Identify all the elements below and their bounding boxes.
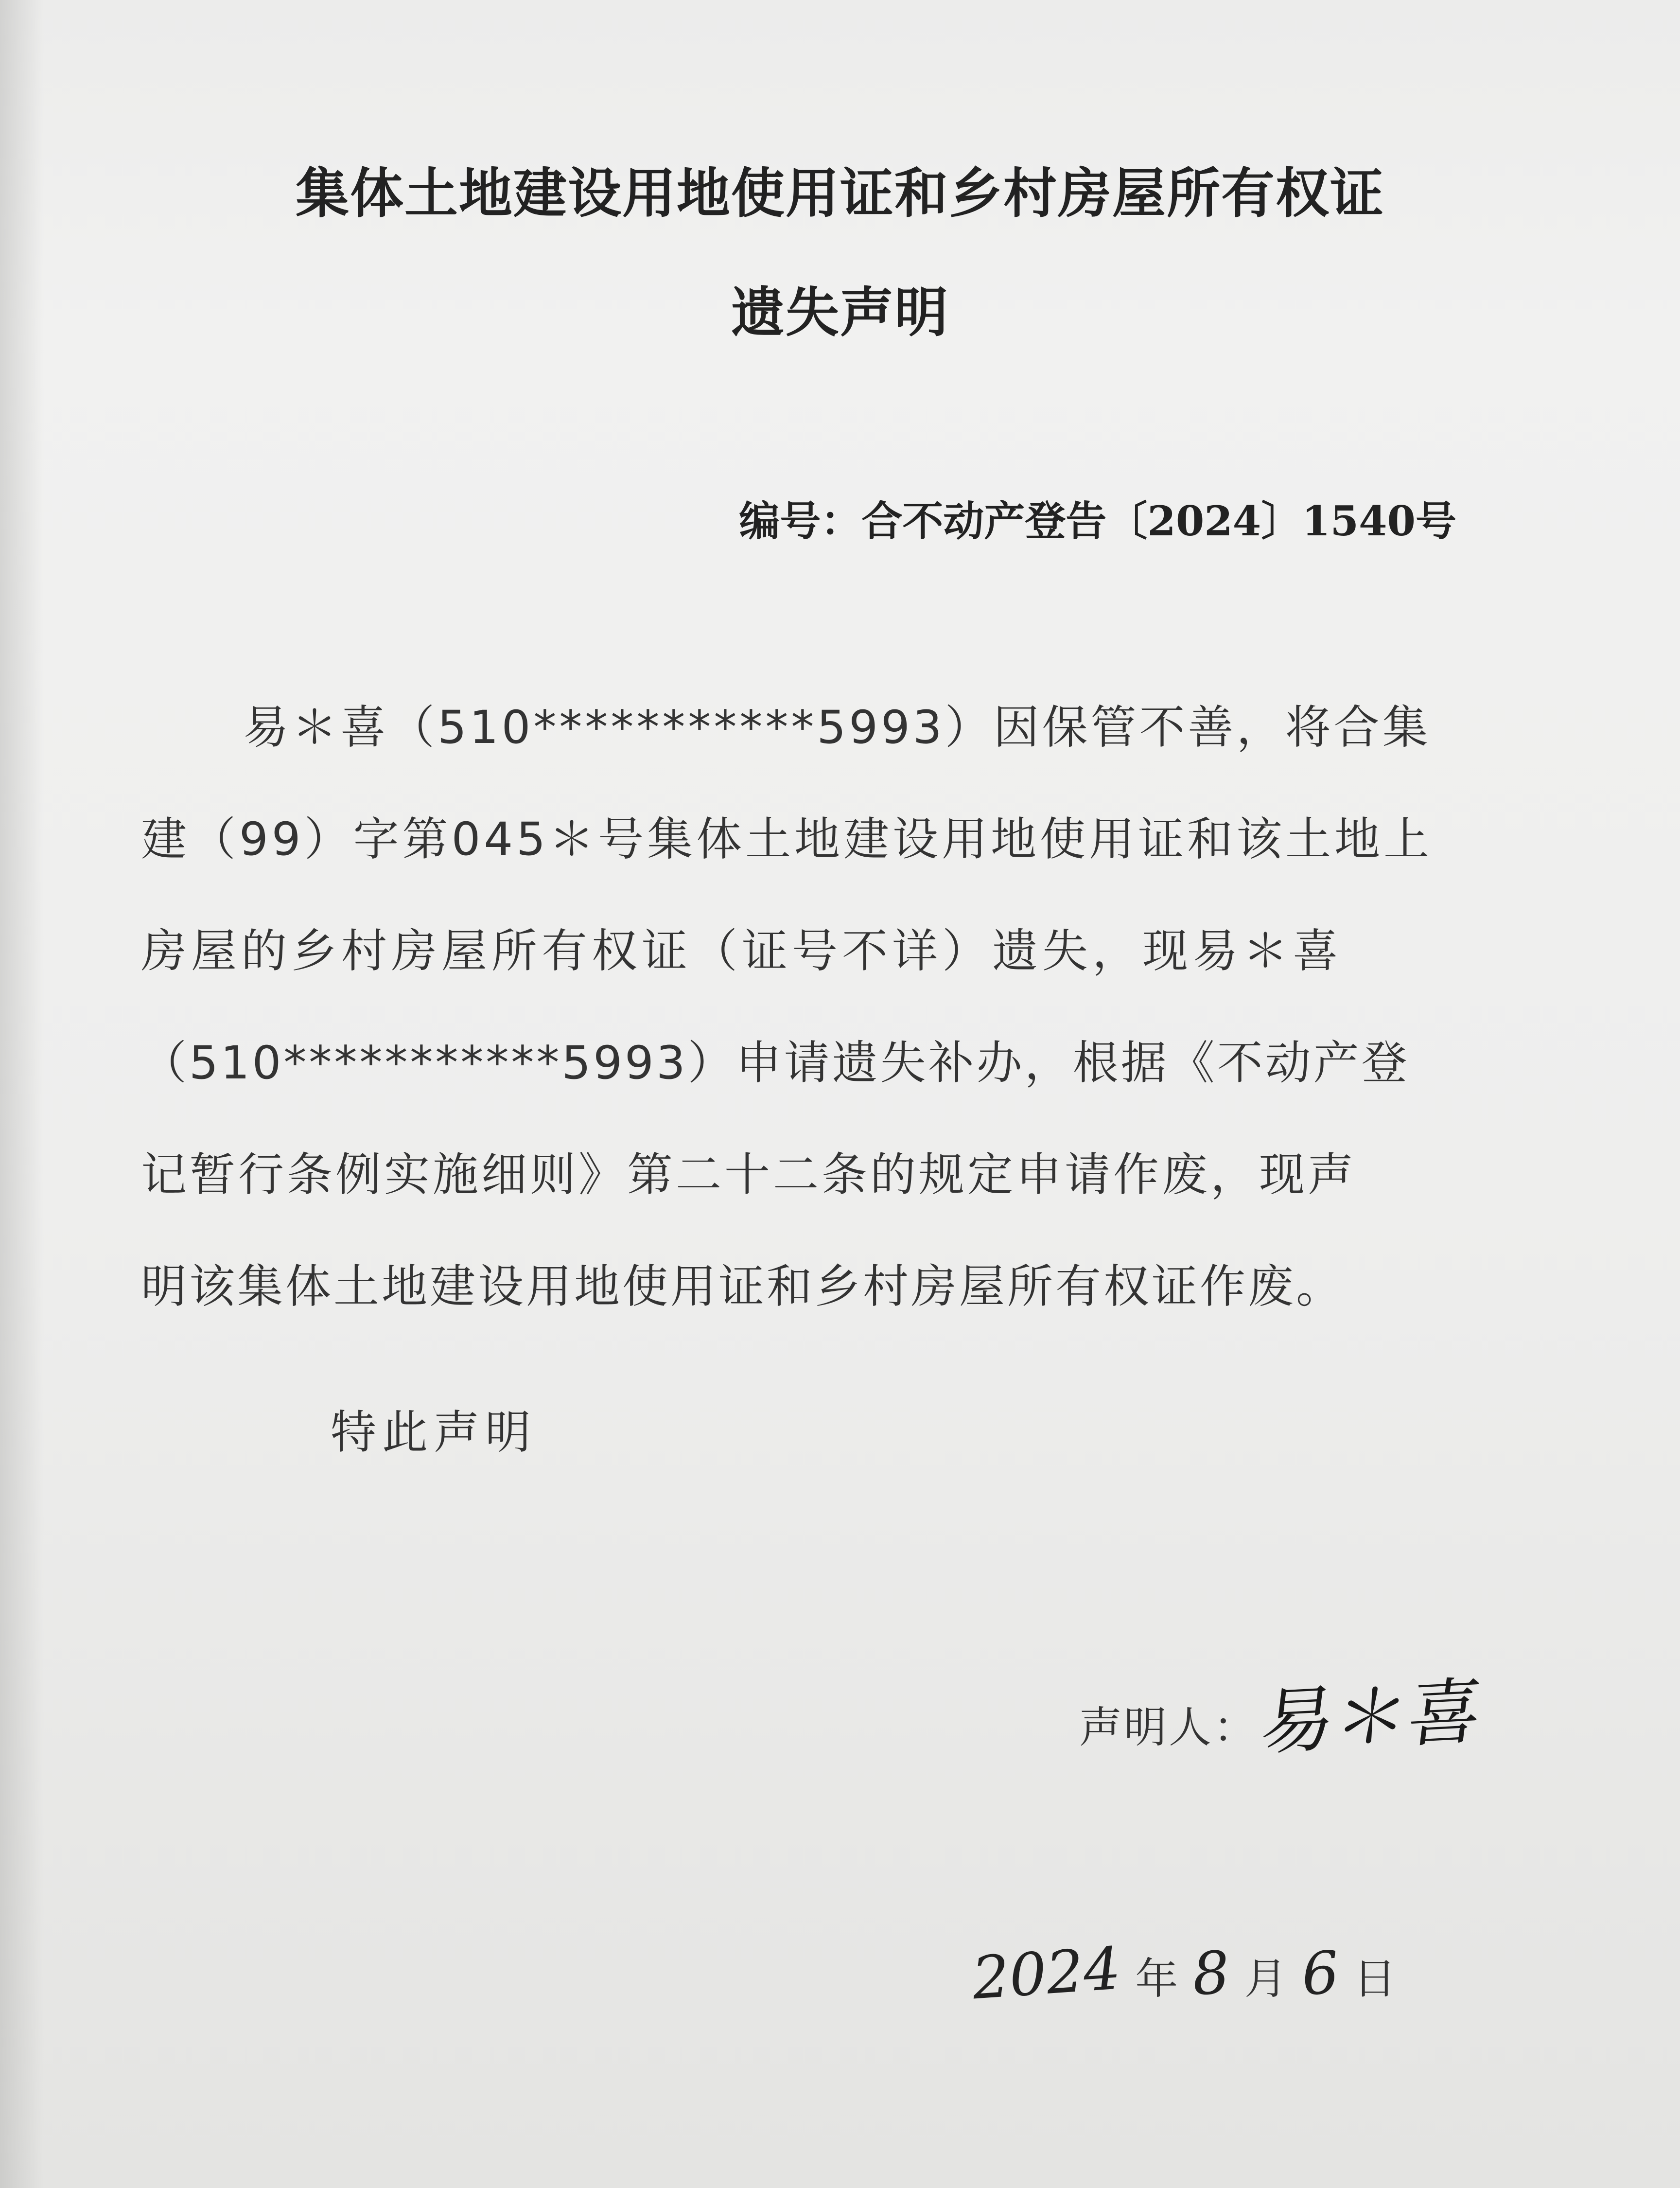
signer-block	[1079, 1658, 1487, 1765]
body-line-1: 易＊喜（510***********5993）因保管不善，将合集	[243, 701, 1431, 754]
body-line-3: 房屋的乡村房屋所有权证（证号不详）遗失，现易＊喜	[141, 925, 1343, 978]
date-year: 2024	[970, 1935, 1123, 2013]
document-title: 集体土地建设用地使用证和乡村房屋所有权证	[296, 162, 1384, 225]
body-line-4: （510***********5993）申请遗失补办，根据《不动产登	[141, 1037, 1410, 1090]
closing-statement: 特此声明	[331, 1406, 537, 1459]
handwritten-signature: 易＊喜	[1256, 1669, 1487, 1765]
date-year-suffix: 年	[1135, 1954, 1178, 2004]
signer-label: 声明人：	[1079, 1702, 1259, 1752]
date-month-suffix: 月	[1244, 1954, 1287, 2004]
document-subtitle: 遗失声明	[731, 281, 949, 344]
body-line-2: 建（99）字第045＊号集体土地建设用地使用证和该土地上	[141, 813, 1433, 866]
document-number: 编号：合不动产登告〔2024〕1540号	[739, 497, 1456, 545]
date-day: 6	[1299, 1939, 1341, 2009]
date-day-suffix: 日	[1353, 1954, 1397, 2004]
body-line-6: 明该集体土地建设用地使用证和乡村房屋所有权证作废。	[141, 1260, 1345, 1313]
body-line-5: 记暂行条例实施细则》第二十二条的规定申请作废，现声	[141, 1148, 1357, 1201]
signing-date	[970, 1935, 1411, 2013]
date-month: 8	[1190, 1939, 1232, 2009]
